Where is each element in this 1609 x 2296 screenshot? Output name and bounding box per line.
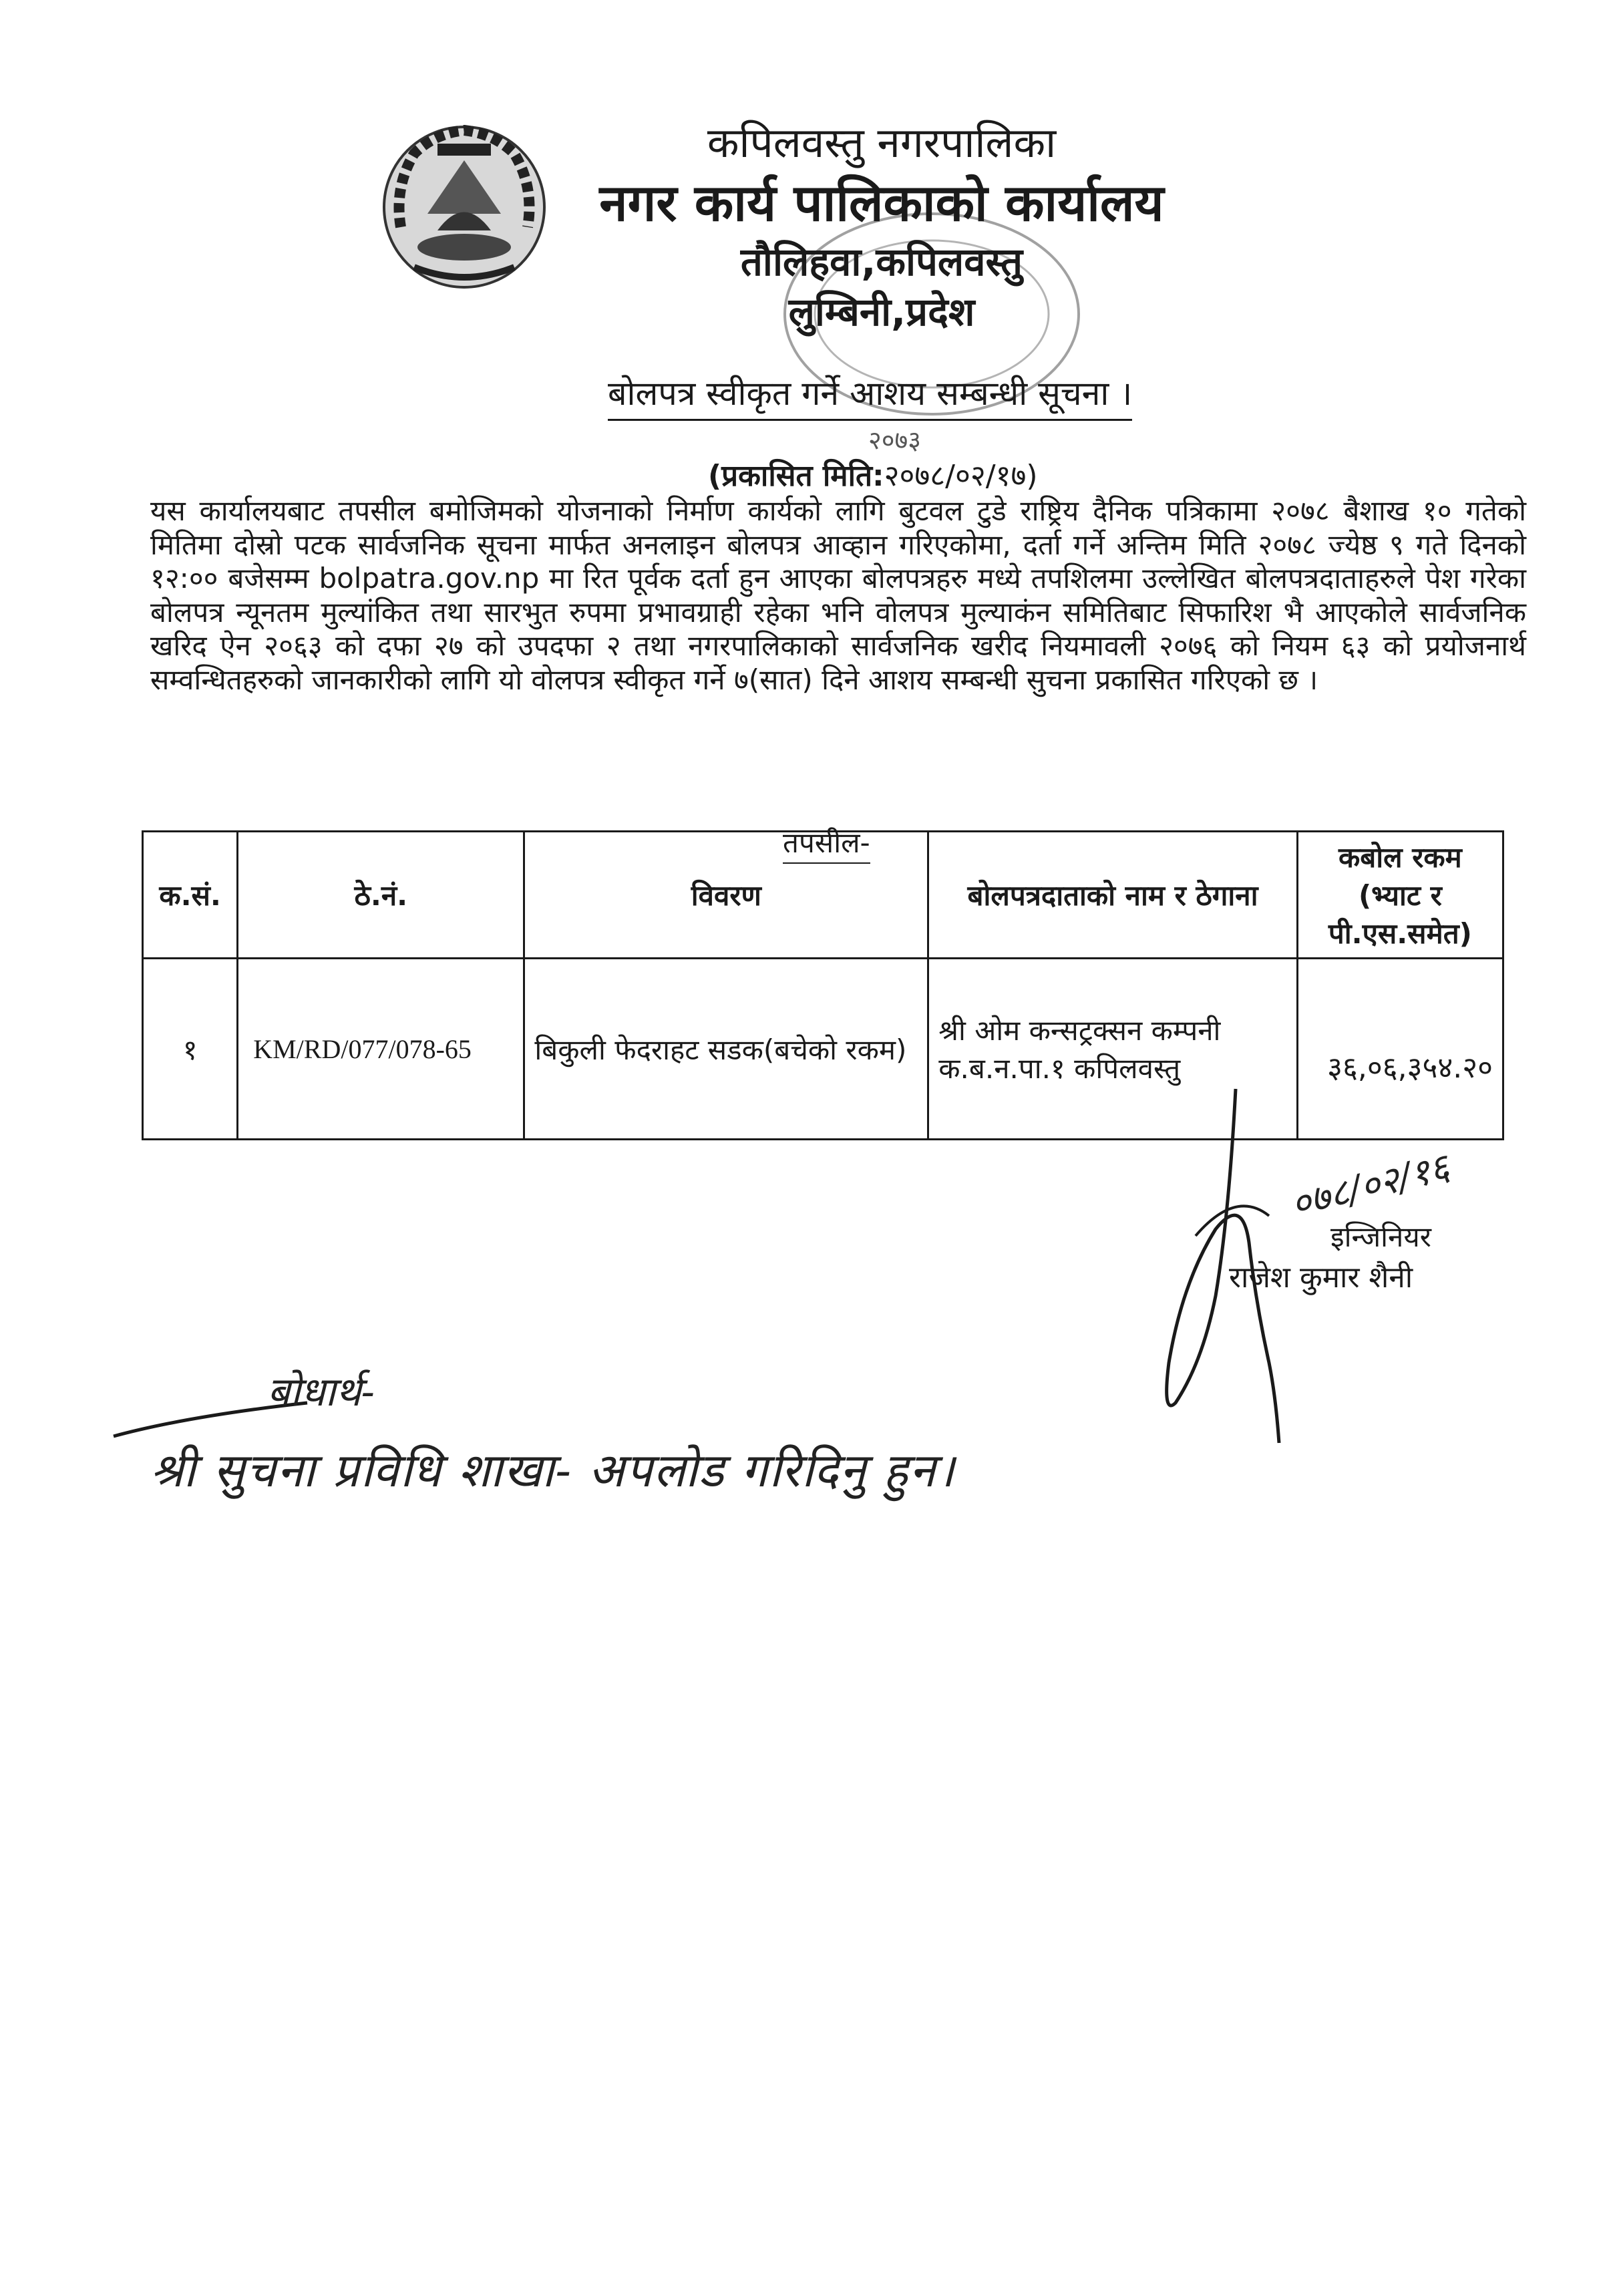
table-caption: तपसील- <box>783 823 870 864</box>
cell-amount: ३६,०६,३५४.२० <box>1297 959 1503 1140</box>
municipality-name: कपिलवस्तु नगरपालिका <box>707 118 1057 167</box>
header-amount: कबोल रकम (भ्याट र पी.एस.समेत) <box>1297 832 1503 959</box>
notice-title: बोलपत्र स्वीकृत गर्ने आशय सम्बन्धी सूचना । <box>608 369 1132 421</box>
published-date <box>708 454 1038 494</box>
header-sn: क.सं. <box>143 832 238 959</box>
published-label: (प्रकासित मिति: <box>708 459 884 493</box>
notice-body: यस कार्यालयबाट तपसील बमोजिमको योजनाको निर्माण कार्यको लागि बुटवल टुडे राष्ट्रिय दैनिक पत्रिकामा २०७८ बैशाख १० गतेको मितिमा दोस्रो पटक सार्वजनिक सूचना मार्फत अनलाइन बोलपत्र आव्हान गरिएकोमा, दर्ता गर्ने अन्तिम मिति २०७८ ज्येष्ठ ९ गते दिनको १२:०० बजेसम्म bolpatra.gov.np मा रित पूर्वक दर्ता हुन आएका बोलपत्रहरु मध्ये तपशिलमा उल्लेखित बोलपत्रदाताहरुले पेश गरेका बोलपत्र न्यूनतम मुल्यांकित तथा सारभुत रुपमा प्रभावग्राही रहेका भनि वोलपत्र मुल्याकंन समितिबाट सिफारिश भै आएकोले सार्वजनिक खरिद ऐन २०६३ को दफा २७ को उपदफा २ तथा नगरपालिकाको सार्वजनिक खरीद नियमावली २०७६ को नियम ६३ को प्रयोजनार्थ सम्वन्धितहरुको जानकारीको लागि यो वोलपत्र स्वीकृत गर्ने ७(सात) दिने आशय सम्बन्धी सुचना प्रकासित गरिएको छ । <box>150 494 1526 696</box>
header-description: विवरण <box>524 832 928 959</box>
header-contract-no: ठे.नं. <box>238 832 524 959</box>
cell-bidder: श्री ओम कन्सट्रक्सन कम्पनी क.ब.न.पा.१ कपिलवस्तु <box>928 959 1298 1140</box>
header-bidder: बोलपत्रदाताको नाम र ठेगाना <box>928 832 1298 959</box>
cell-description: बिकुली फेदराहट सडक(बचेको रकम) <box>524 959 928 1140</box>
cc-note: श्री सुचना प्रविधि शाखा- अपलोड गरिदिनु हुन। <box>150 1443 956 1498</box>
office-address-line2: लुम्बिनी,प्रदेश <box>788 289 975 335</box>
signatory-name: राजेश कुमार शैनी <box>1229 1261 1413 1295</box>
published-date-value: २०७८/०२/१७) <box>884 459 1038 493</box>
signatory-title: इन्जिनियर <box>1330 1220 1431 1253</box>
cc-heading: बोधार्थ- <box>267 1369 375 1416</box>
office-address-line1: तौलिहवा,कपिलवस्तु <box>740 239 1023 285</box>
signature-date: ०७८/०२/१६ <box>1286 1145 1454 1227</box>
stamp-number: २०७३ <box>868 426 922 455</box>
office-name: नगर कार्य पालिकाको कार्यालय <box>599 173 1164 232</box>
table-header-row <box>143 832 1503 959</box>
cell-sn: १ <box>143 959 238 1140</box>
cell-contract-no: KM/RD/077/078-65 <box>238 959 524 1140</box>
